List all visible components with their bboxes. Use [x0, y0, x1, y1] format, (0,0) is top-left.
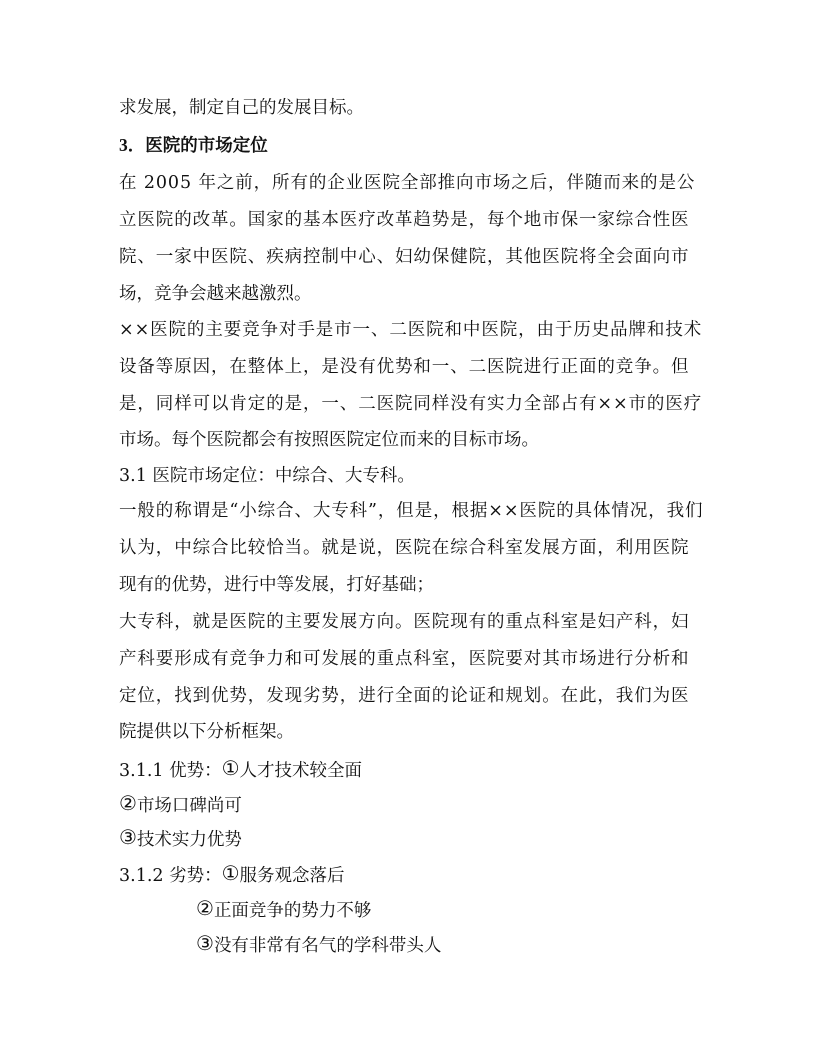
paragraph-line: 大专科，就是医院的主要发展方向。医院现有的重点科室是妇产科，妇 [119, 612, 690, 632]
paragraph-line: 立医院的改革。国家的基本医疗改革趋势是，每个地市保一家综合性医 [119, 210, 690, 230]
advantage-item: 市场口碑尚可 [136, 796, 242, 816]
paragraph-line: 现有的优势，进行中等发展，打好基础； [119, 575, 434, 595]
paragraph-line: 定位，找到优势，发现劣势，进行全面的论证和规划。在此，我们为医 [119, 686, 690, 706]
disadvantages-label: 3.1.2 劣势： [119, 866, 222, 886]
subsection-heading: 3.1 医院市场定位：中综合、大专科。 [119, 466, 415, 486]
item-marker: ② [119, 791, 137, 815]
disadvantages-line [119, 862, 345, 888]
paragraph-line: ××医院的主要竞争对手是市一、二医院和中医院，由于历史品牌和技术 [119, 320, 703, 340]
paragraph-line: 院、一家中医院、疾病控制中心、妇幼保健院，其他医院将全会面向市 [119, 247, 690, 267]
paragraph-line: 求发展，制定自己的发展目标。 [119, 98, 364, 118]
disadvantages-line [196, 897, 371, 923]
advantages-line [119, 792, 242, 818]
paragraph-line: 院提供以下分析框架。 [119, 722, 294, 742]
item-marker: ① [221, 756, 240, 780]
disadvantage-item: 服务观念落后 [239, 866, 345, 886]
disadvantage-item: 正面竞争的势力不够 [213, 901, 372, 921]
item-marker: ③ [119, 825, 137, 849]
advantages-label: 3.1.1 优势： [119, 761, 222, 781]
paragraph-line: 在 2005 年之前，所有的企业医院全部推向市场之后，伴随而来的是公 [119, 173, 696, 193]
paragraph-line: 一般的称谓是“小综合、大专科”，但是，根据××医院的具体情况，我们 [119, 501, 704, 521]
section-number: 3． [119, 135, 146, 155]
paragraph-line: 产科要形成有竞争力和可发展的重点科室，医院要对其市场进行分析和 [119, 649, 690, 669]
disadvantage-item: 没有非常有名气的学科带头人 [213, 936, 442, 956]
item-marker: ③ [196, 931, 214, 955]
disadvantages-line [196, 932, 441, 958]
paragraph-line: 市场。每个医院都会有按照医院定位而来的目标市场。 [119, 430, 539, 450]
advantage-item: 技术实力优势 [136, 830, 242, 850]
paragraph-line: 设备等原因，在整体上，是没有优势和一、二医院进行正面的竞争。但 [119, 357, 690, 377]
advantages-line [119, 826, 242, 852]
item-marker: ② [196, 896, 214, 920]
item-marker: ① [221, 861, 240, 885]
paragraph-line: 是，同样可以肯定的是，一、二医院同样没有实力全部占有××市的医疗 [119, 394, 703, 414]
advantages-line [119, 757, 362, 783]
section-title: 医院的市场定位 [145, 136, 268, 156]
advantage-item: 人才技术较全面 [239, 761, 363, 781]
paragraph-line: 认为，中综合比较恰当。就是说，医院在综合科室发展方面，利用医院 [119, 538, 690, 558]
paragraph-line: 场，竞争会越来越激烈。 [119, 284, 312, 304]
section-heading [119, 133, 268, 158]
